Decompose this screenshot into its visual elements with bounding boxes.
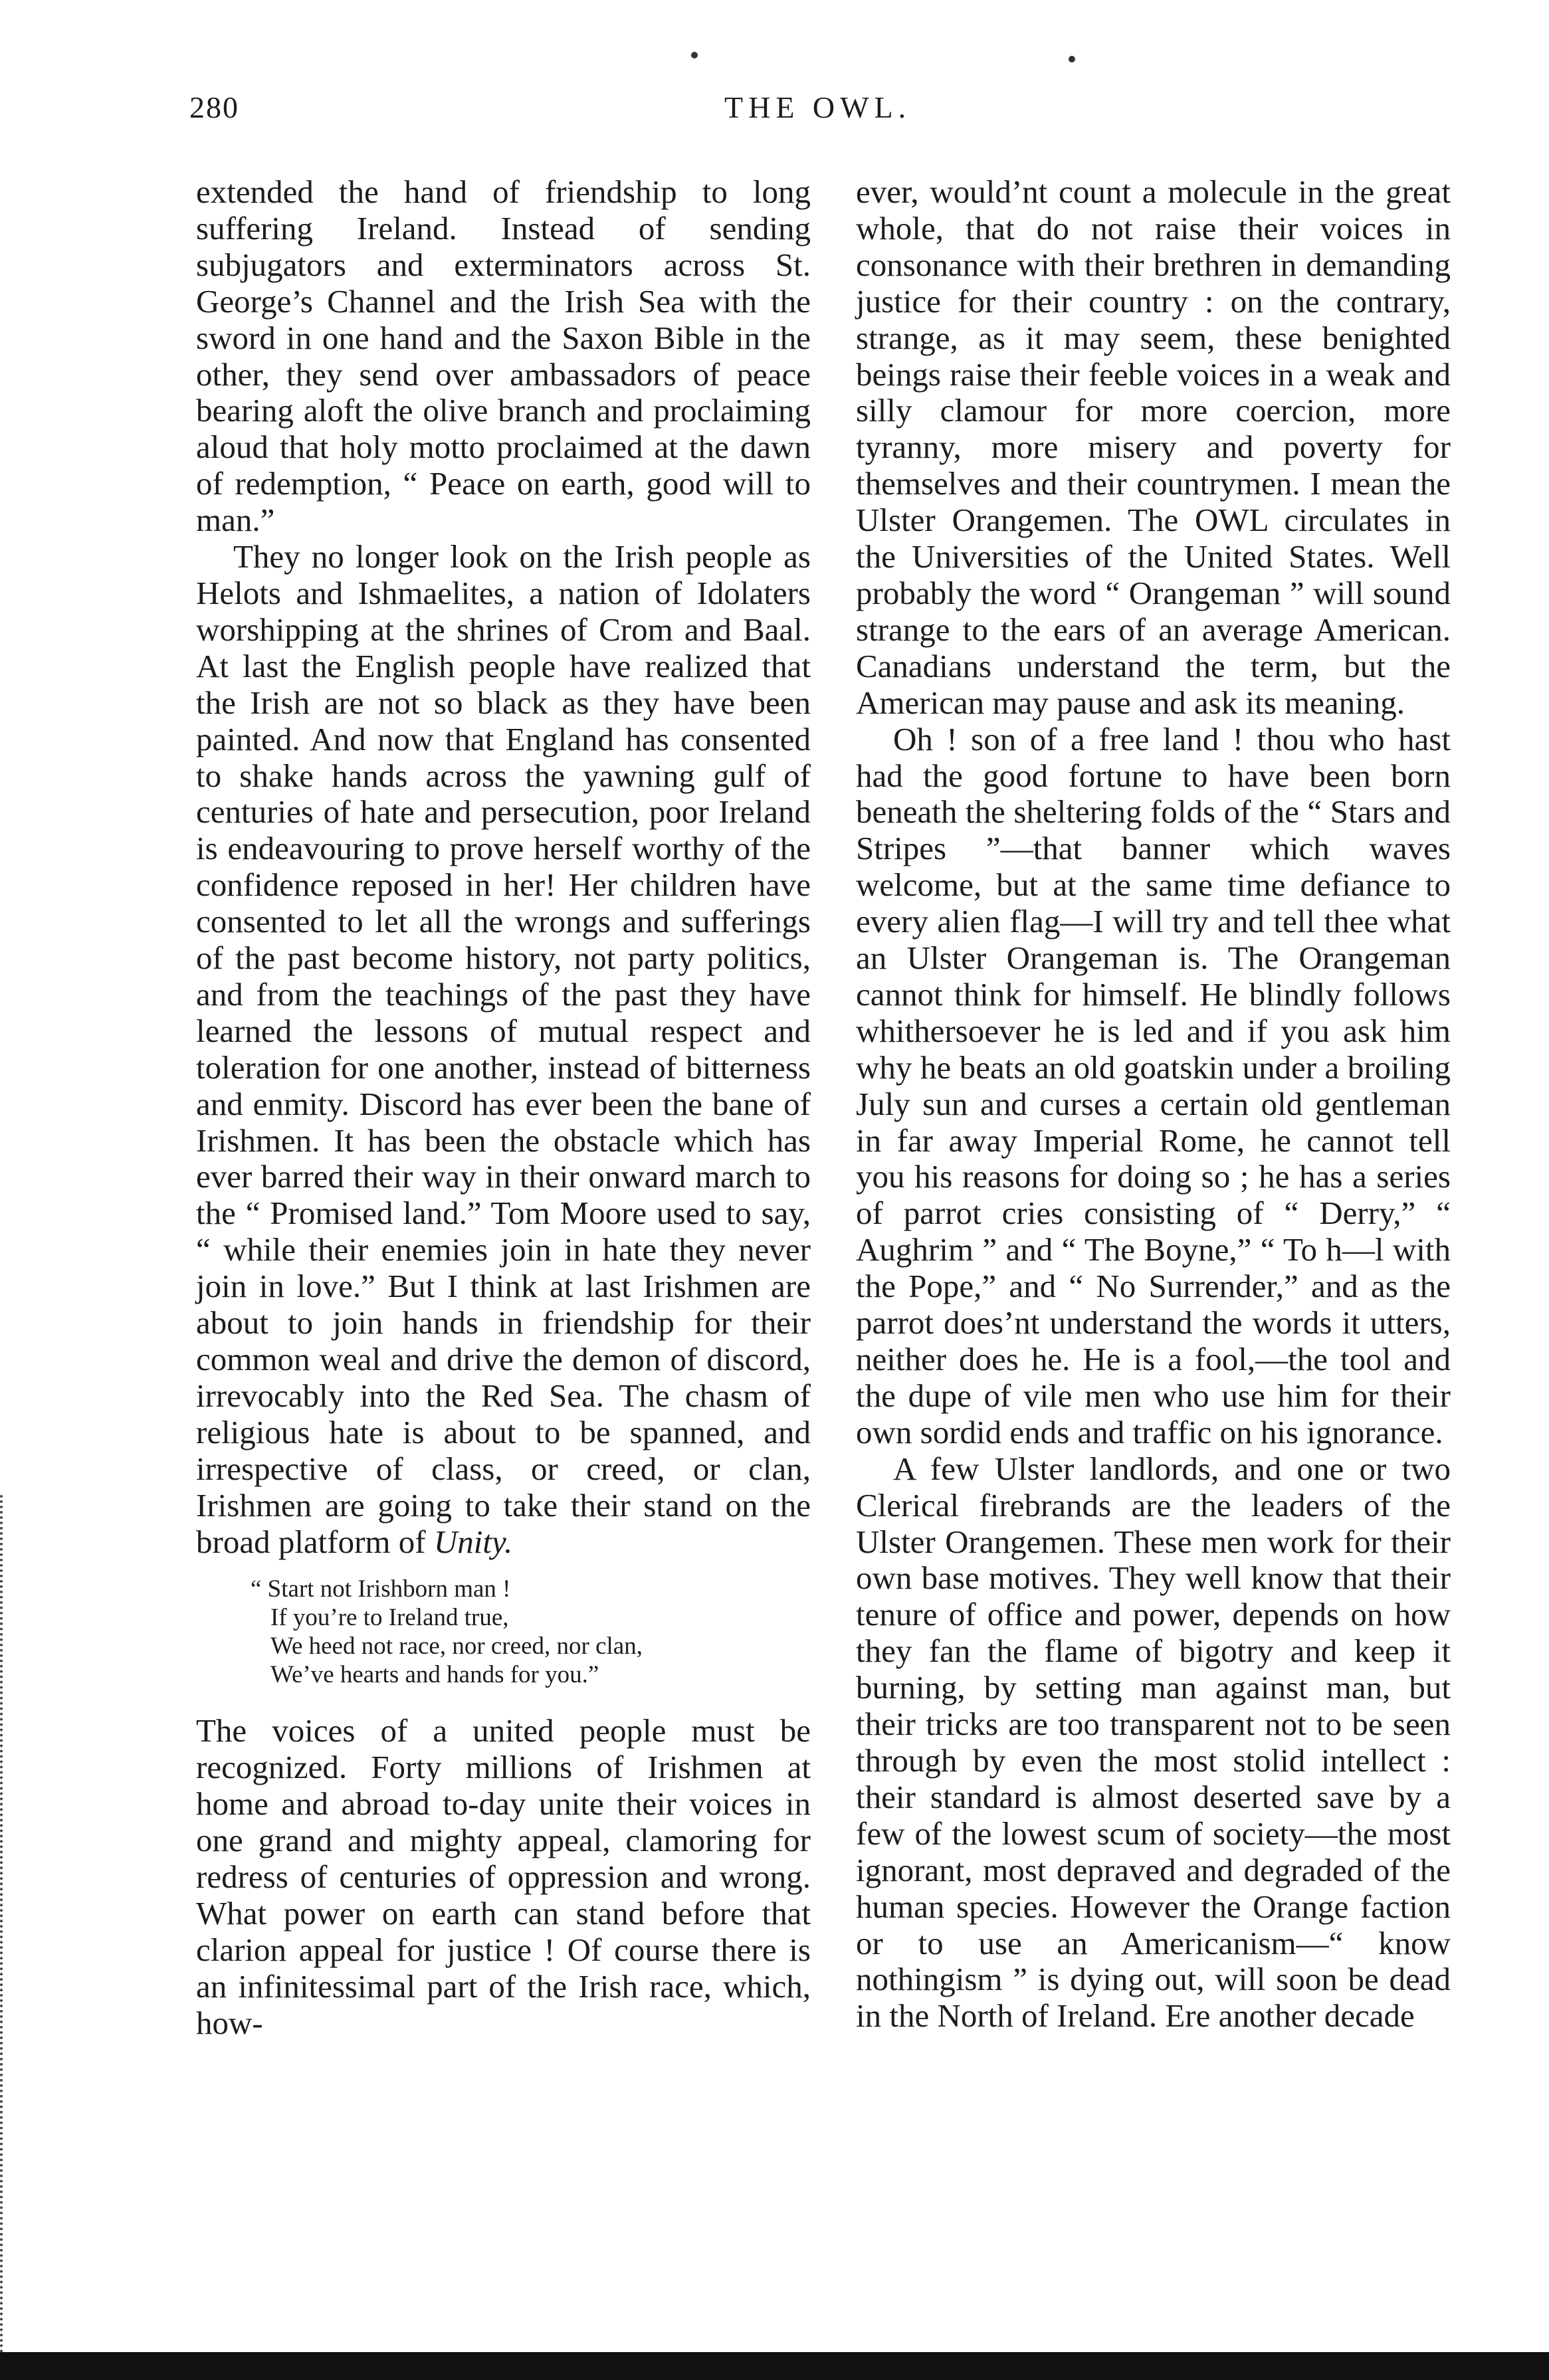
verse-quote: [251, 1575, 811, 1689]
scan-bottom-edge: [0, 2352, 1549, 2380]
paragraph: [196, 539, 811, 1560]
verse-line: “ Start not Irishborn man !: [251, 1575, 511, 1603]
page-number: 280: [189, 90, 239, 124]
paragraph: A few Ulster landlords, and one or two Clerical firebrands are the leaders of the Ulster Orangemen. These men work for their own base motives. They well know that their tenure of office and power, depends on how they fan the flame of bigotry and keep it burning, by setting man against man, but their tricks are too transparent not to be seen through by even the most stolid intellect : their standard is almost deserted save by a few of the lowest scum of society—the most ignorant, most depraved and degraded of the human species. However the Orange faction or to use an Americanism—“ know nothingism ” is dying out, will soon be dead in the North of Ireland. Ere another decade: [856, 1450, 1451, 2034]
scan-margin-specks: [0, 1495, 9, 2359]
paragraph: ever, would’nt count a molecule in the great whole, that do not raise their voices in consonance with their brethren in demanding justice for their country : on the contrary, strange, as it may seem, these benighted beings raise their feeble voices in a weak and silly clamour for more coercion, more tyranny, more misery and poverty for themselves and their countrymen. I mean the Ulster Orangemen. The OWL circulates in the Universities of the United States. Well probably the word “ Orangeman ” will sound strange to the ears of an average American. Canadians understand the term, but the American may pause and ask its meaning.: [856, 173, 1451, 721]
paragraph-text: They no longer look on the Irish people as Helots and Ishmaelites, a nation of Idolaters worshipping at the shrines of Crom and Baal. At last the English people have realized that the Irish are not so black as they have been painted. And now that England has consented to shake hands across the yawning gulf of centuries of hate and persecution, poor Ireland is endeavouring to prove herself worthy of the confidence reposed in her! Her children have consented to let all the wrongs and sufferings of the past become history, not party politics, and from the teachings of the past they have learned the lessons of mutual respect and toleration for one another, instead of bitterness and enmity. Discord has ever been the bane of Irishmen. It has been the obstacle which has ever barred their way in their onward march to the “ Promised land.” Tom Moore used to say, “ while their enemies join in hate they never join in love.” But I think at last Irishmen are about to join hands in friendship for their common weal and drive the demon of discord, irrevocably into the Red Sea. The chasm of religious hate is about to be spanned, and irrespective of class, or creed, or clan, Irishmen are going to take their stand on the broad platform of: [196, 538, 811, 1560]
right-column: [856, 174, 1451, 2034]
paragraph: The voices of a united people must be recognized. Forty millions of Irishmen at home and abroad to-day unite their voices in one grand and mighty appeal, clamoring for redress of centuries of oppression and wrong. What power on earth can stand before that clarion appeal for justice ! Of course there is an infinitessimal part of the Irish race, which, how-: [196, 1712, 811, 2041]
italic-word: Unity.: [433, 1523, 513, 1560]
verse-line: We’ve hearts and hands for you.”: [270, 1661, 599, 1689]
paragraph: extended the hand of friendship to long suffering Ireland. Instead of sending subjugators and exterminators across St. George’s Channel and the Irish Sea with the sword in one hand and the Saxon Bible in the other, they send over ambassadors of peace bearing aloft the olive branch and proclaiming aloud that holy motto proclaimed at the dawn of redemption, “ Peace on earth, good will to man.”: [196, 173, 811, 539]
scan-speck: [1069, 56, 1075, 62]
scan-speck: [691, 52, 698, 58]
paragraph: Oh ! son of a free land ! thou who hast had the good fortune to have been born beneath the sheltering folds of the “ Stars and Stripes ”—that banner which waves welcome, but at the same time defiance to every alien flag—I will try and tell thee what an Ulster Orangeman is. The Orangeman cannot think for himself. He blindly follows whithersoever he is led and if you ask him why he beats an old goatskin under a broiling July sun and curses a certain old gentleman in far away Imperial Rome, he cannot tell you his reasons for doing so ; he has a series of parrot cries consisting of “ Derry,” “ Aughrim ” and “ The Boyne,” “ To h—l with the Pope,” and “ No Surrender,” and as the parrot does’nt understand the words it utters, neither does he. He is a fool,—the tool and the dupe of vile men who use him for their own sordid ends and traffic on his ignorance.: [856, 720, 1451, 1450]
verse-line: If you’re to Ireland true,: [270, 1604, 509, 1632]
verse-line: We heed not race, nor creed, nor clan,: [270, 1633, 643, 1660]
running-title: THE OWL.: [724, 90, 912, 124]
left-column: [196, 174, 811, 2042]
